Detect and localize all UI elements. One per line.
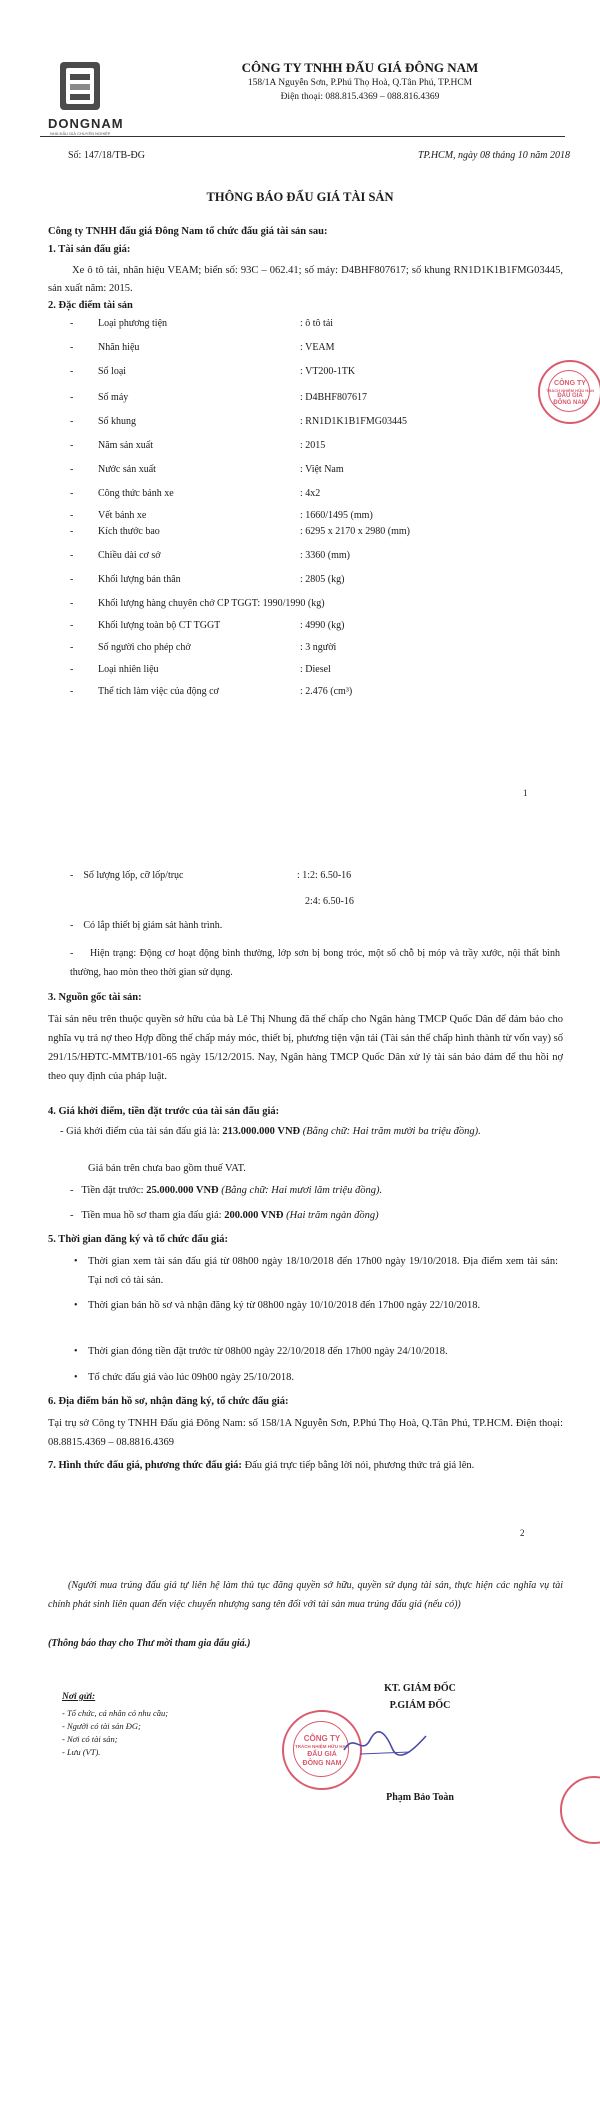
start-price-label: - Giá khởi điểm của tài sản đấu giá là: xyxy=(60,1126,223,1137)
page-number-2: 2 xyxy=(520,1528,525,1538)
deposit-label: Tiền đặt trước: xyxy=(81,1185,147,1196)
spec-dash: - xyxy=(70,392,74,403)
invitation-note: (Thông báo thay cho Thư mời tham gia đấu giá.) xyxy=(48,1638,251,1649)
spec-value: : D4BHF807617 xyxy=(300,392,367,403)
spec-dash: - xyxy=(70,620,74,631)
deposit-words: (Bằng chữ: Hai mươi lăm triệu đồng). xyxy=(218,1185,383,1196)
spec-label: Kích thước bao xyxy=(98,526,160,537)
fee-words: (Hai trăm ngàn đồng) xyxy=(283,1210,379,1221)
spec-dash: - xyxy=(70,366,74,377)
document-date: TP.HCM, ngày 08 tháng 10 năm 2018 xyxy=(417,150,570,161)
section-6-heading: 6. Địa điểm bán hồ sơ, nhận đăng ký, tổ chức đấu giá: xyxy=(48,1396,289,1407)
section-1-text: Xe ô tô tải, nhãn hiệu VEAM; biển số: 93C – 062.41; số máy: D4BHF807617; số khung RN1D1K1B1FMG03445, sản xuất năm: 2015. xyxy=(48,265,563,294)
document-title: THÔNG BÁO ĐẤU GIÁ TÀI SẢN xyxy=(206,190,394,204)
page-number-1: 1 xyxy=(523,788,528,798)
spec-value: : Việt Nam xyxy=(300,464,344,475)
tyres-label-text: Số lượng lốp, cỡ lốp/trục xyxy=(83,870,184,881)
spec-value: : 4x2 xyxy=(300,488,321,499)
spec-dash: - xyxy=(70,550,74,561)
stamp-text-2: TRÁCH NHIỆM HỮU HẠN xyxy=(546,388,594,393)
logo xyxy=(52,56,112,116)
spec-dash: - xyxy=(70,686,74,697)
spec-value: : Diesel xyxy=(300,664,331,675)
tyres-label: - Số lượng lốp, cỡ lốp/trục xyxy=(70,870,184,881)
intro-line: Công ty TNHH đấu giá Đông Nam tổ chức đấu giá tài sản sau: xyxy=(48,226,328,237)
section-3-heading: 3. Nguồn gốc tài sản: xyxy=(48,992,142,1003)
spec-dash: - xyxy=(70,488,74,499)
fee-line: - Tiền mua hồ sơ tham gia đấu giá: 200.000 VNĐ (Hai trăm ngàn đồng) xyxy=(70,1210,379,1221)
spec-label: Chiều dài cơ sở xyxy=(98,550,161,561)
sig-stamp-text-1: CÔNG TY xyxy=(303,1734,341,1743)
start-price xyxy=(60,1122,560,1141)
section-2-heading: 2. Đặc điểm tài sản xyxy=(48,300,133,311)
schedule-item-1: • Thời gian xem tài sản đấu giá từ 08h00 ngày 18/10/2018 đến 17h00 ngày 19/10/2018. Địa điểm xem tài sản: Tại nơi có tài sản. xyxy=(88,1252,558,1290)
recipient-3: - Nơi có tài sản; xyxy=(62,1734,118,1744)
tyres-value-1: : 1:2: 6.50-16 xyxy=(297,870,352,881)
monitor-text: Có lắp thiết bị giám sát hành trình. xyxy=(83,920,223,931)
spec-dash: - xyxy=(70,464,74,475)
brand-name: DONGNAM xyxy=(48,116,124,131)
spec-value: : VEAM xyxy=(300,342,335,353)
buyer-note: (Người mua trúng đấu giá tự liên hệ làm thủ tục đăng quyền sở hữu, quyền sử dụng tài sản, thực hiện các nghĩa vụ tài chính phát sinh liên quan đến việc chuyển nhượng sang tên đối với tài sản mua trúng đấu giá (nếu có)) xyxy=(48,1580,563,1610)
spec-label: Loại nhiên liệu xyxy=(98,664,159,675)
spec-value: : 6295 x 2170 x 2980 (mm) xyxy=(300,526,410,537)
spec-value: : 1660/1495 (mm) xyxy=(300,510,373,521)
spec-label: Năm sản xuất xyxy=(98,440,153,451)
reference-number: Số: 147/18/TB-ĐG xyxy=(68,150,145,161)
spec-label: Số máy xyxy=(98,392,129,403)
spec-dash: - xyxy=(70,416,74,427)
spec-dash: - xyxy=(70,526,74,537)
deposit-value: 25.000.000 VNĐ xyxy=(146,1185,219,1196)
spec-dash: - xyxy=(70,510,74,521)
sig-stamp-text-3: ĐẤU GIÁ xyxy=(307,1751,337,1758)
spec-dash: - xyxy=(70,642,74,653)
stamp-text-3: ĐẤU GIÁ xyxy=(557,393,583,399)
spec-label: Số khung xyxy=(98,416,137,427)
fee-label: Tiền mua hồ sơ tham gia đấu giá: xyxy=(81,1210,225,1221)
spec-label: Khối lượng bản thân xyxy=(98,574,181,585)
section-3-text: Tài sản nêu trên thuộc quyền sở hữu của bà Lê Thị Nhung đã thế chấp cho Ngân hàng TMCP Quốc Dân để đảm bảo cho nghĩa vụ trả nợ theo Hợp đồng thế chấp máy móc, thiết bị, phương tiện vận tải (Tài sản thế chấp hình thành từ vốn vay) số 291/15/HĐTC-MMTB/101-65 ngày 15/12/2015. Nay, Ngân hàng TMCP Quốc Dân xử lý tài sản bảo đảm để thu hồi nợ theo quy định của pháp luật. xyxy=(48,1014,563,1082)
spec-label: Số người cho phép chở xyxy=(98,642,191,653)
schedule-item-3: • Thời gian đóng tiền đặt trước từ 08h00 ngày 22/10/2018 đến 17h00 ngày 24/10/2018. xyxy=(88,1342,558,1361)
start-price-value: 213.000.000 VNĐ xyxy=(222,1126,301,1137)
tyres-value-2: 2:4: 6.50-16 xyxy=(305,896,354,907)
spec-value: : VT200-1TK xyxy=(300,366,356,377)
header-divider xyxy=(40,136,565,137)
company-address: 158/1A Nguyễn Sơn, P.Phú Thọ Hoà, Q.Tân Phú, TP.HCM xyxy=(247,78,473,88)
spec-label: Công thức bánh xe xyxy=(98,488,174,499)
section-7-heading: 7. Hình thức đấu giá, phương thức đấu giá: xyxy=(48,1460,245,1471)
spec-value: : 4990 (kg) xyxy=(300,620,345,631)
signatory-name: Phạm Bảo Toàn xyxy=(386,1792,454,1803)
section-5-heading: 5. Thời gian đăng ký và tổ chức đấu giá: xyxy=(48,1234,228,1245)
spec-label: Thể tích làm việc của động cơ xyxy=(98,686,219,697)
section-4-heading: 4. Giá khởi điểm, tiền đặt trước của tài sản đấu giá: xyxy=(48,1106,280,1117)
spec-value: : 2805 (kg) xyxy=(300,574,345,585)
company-name: CÔNG TY TNHH ĐẤU GIÁ ĐÔNG NAM xyxy=(241,60,479,75)
status-line: - Hiện trạng: Động cơ hoạt động bình thường, lớp sơn bị bong tróc, một số chỗ bị móp và trầy xước, nội thất bình thường, hao mòn theo thời gian sử dụng. xyxy=(70,948,560,978)
spec-dash: - xyxy=(70,574,74,585)
sig-stamp-text-4: ĐÔNG NAM xyxy=(302,1760,342,1767)
spec-dash: - xyxy=(70,318,74,329)
fee-value: 200.000 VNĐ xyxy=(224,1210,284,1221)
schedule-item-4: • Tổ chức đấu giá vào lúc 09h00 ngày 25/10/2018. xyxy=(88,1368,558,1387)
spec-label: Vết bánh xe xyxy=(98,510,147,521)
section-1-heading: 1. Tài sản đấu giá: xyxy=(48,244,131,255)
spec-label: Nhãn hiệu xyxy=(98,342,140,353)
spec-value: : 3360 (mm) xyxy=(300,550,350,561)
spec-value: : 2015 xyxy=(300,440,326,451)
signature-deputy: P.GIÁM ĐỐC xyxy=(389,1700,451,1711)
spec-value: : 2.476 (cm³) xyxy=(300,686,353,697)
status-text: Hiện trạng: Động cơ hoạt động bình thường, lớp sơn bị bong tróc, một số chỗ bị móp và trầy xước, nội thất bình thường, hao mòn theo thời gian sử dụng. xyxy=(70,948,560,978)
spec-label: Khối lượng toàn bộ CT TGGT xyxy=(98,620,221,631)
spec-value: : ô tô tải xyxy=(300,318,334,329)
spec-dash: - xyxy=(70,598,74,609)
vat-note: Giá bán trên chưa bao gồm thuế VAT. xyxy=(88,1163,246,1174)
spec-dash: - xyxy=(70,342,74,353)
company-stamp xyxy=(538,360,600,424)
section-6-text: Tại trụ sở Công ty TNHH Đấu giá Đông Nam: số 158/1A Nguyễn Sơn, P.Phú Thọ Hoà, Q.Tân Phú, TP.HCM. Điện thoại: 08.8815.4369 – 08.8816.4369 xyxy=(48,1418,563,1448)
recipient-1: - Tổ chức, cá nhân có nhu cầu; xyxy=(62,1708,169,1718)
spec-label: Số loại xyxy=(98,366,127,377)
stamp-text-1: CÔNG TY xyxy=(554,380,586,387)
brand-tagline: NHÀ ĐẤU GIÁ CHUYÊN NGHIỆP xyxy=(50,131,111,136)
schedule-item-2: • Thời gian bán hồ sơ và nhận đăng ký từ 08h00 ngày 10/10/2018 đến 17h00 ngày 22/10/2018. xyxy=(88,1296,558,1315)
spec-value: : RN1D1K1B1FMG03445 xyxy=(300,416,407,427)
handwritten-signature xyxy=(340,1726,430,1762)
spec-label: Khối lượng hàng chuyên chở CP TGGT: 1990/1990 (kg) xyxy=(98,598,325,609)
spec-label: Loại phương tiện xyxy=(98,318,168,329)
signature-title: KT. GIÁM ĐỐC xyxy=(384,1683,456,1694)
recipient-2: - Người có tài sản ĐG; xyxy=(62,1721,141,1731)
stamp-text-4: ĐÔNG NAM xyxy=(553,400,587,406)
spec-dash: - xyxy=(70,440,74,451)
sig-stamp-text-2: TRÁCH NHIỆM HỮU HẠN xyxy=(295,1744,349,1749)
spec-dash: - xyxy=(70,664,74,675)
section-7-text: Đấu giá trực tiếp bằng lời nói, phương thức trả giá lên. xyxy=(244,1460,475,1471)
start-price-words: (Bằng chữ: Hai trăm mười ba triệu đồng). xyxy=(300,1126,481,1137)
section-7 xyxy=(48,1456,563,1475)
deposit-line: - Tiền đặt trước: 25.000.000 VNĐ (Bằng chữ: Hai mươi lăm triệu đồng). xyxy=(70,1185,383,1196)
spec-label: Nước sản xuất xyxy=(98,464,156,475)
recipient-4: - Lưu (VT). xyxy=(62,1747,101,1757)
edge-stamp xyxy=(560,1776,600,1844)
company-phone: Điện thoại: 088.815.4369 – 088.816.4369 xyxy=(280,92,440,102)
monitor-line: - Có lắp thiết bị giám sát hành trình. xyxy=(70,920,223,931)
spec-value: : 3 người xyxy=(300,642,337,653)
recipients-heading: Nơi gửi: xyxy=(62,1692,96,1702)
